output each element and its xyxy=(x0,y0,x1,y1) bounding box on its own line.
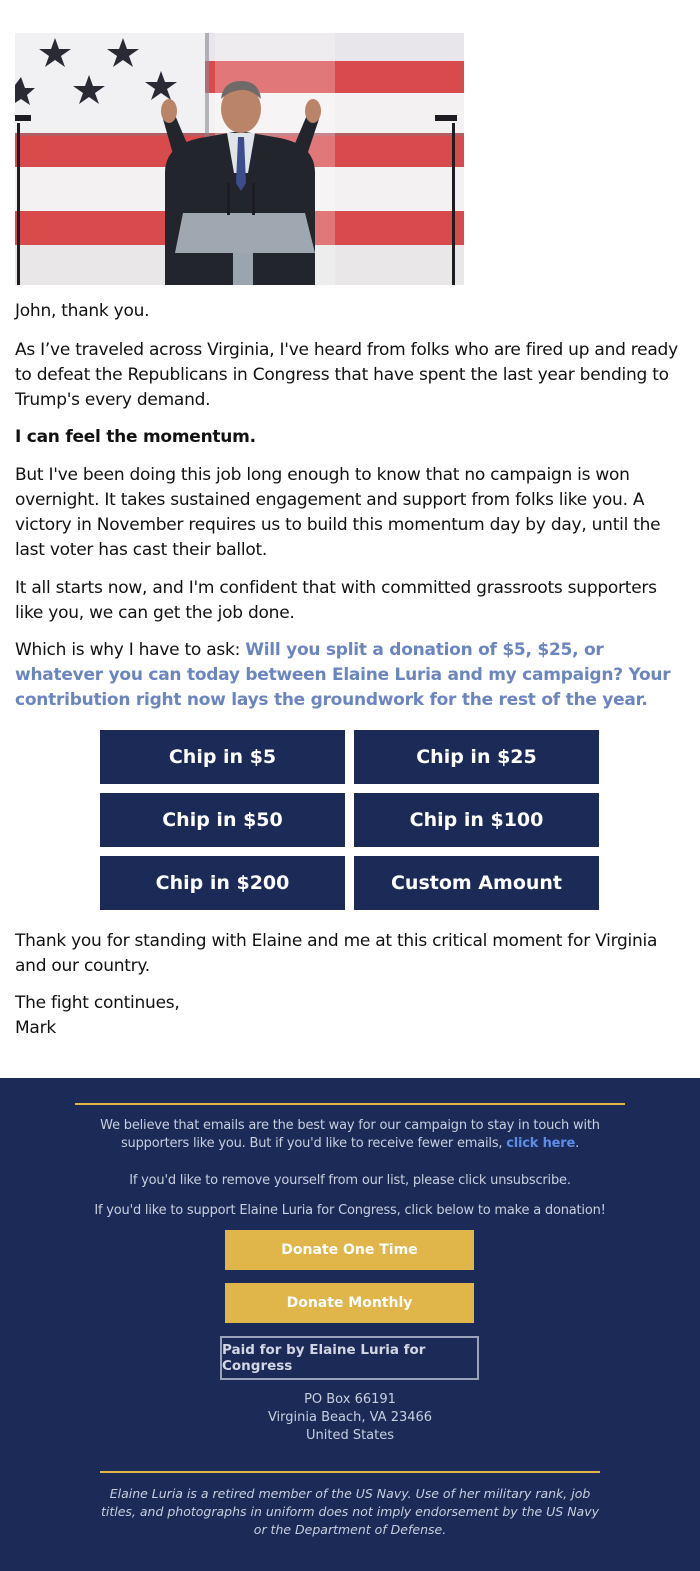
hero-photo xyxy=(15,33,464,285)
ask-highlight: Will you split a donation of $5, $25, or whatever you can today between Elaine Luria and my campaign? Your contribution right now lays the groundwork for the rest of the year. xyxy=(15,640,671,710)
chip-50-button[interactable]: Chip in $50 xyxy=(100,793,345,847)
mailing-address xyxy=(0,1391,700,1445)
unsubscribe-text: If you'd like to remove yourself from our list, please click unsubscribe. xyxy=(129,1173,571,1188)
footer-top-divider xyxy=(75,1103,625,1105)
footer-bottom-divider xyxy=(100,1471,600,1473)
paid-for-box xyxy=(220,1336,479,1380)
donate-one-time-button[interactable]: Donate One Time xyxy=(225,1230,474,1270)
address-line-2: Virginia Beach, VA 23466 xyxy=(267,1410,433,1425)
chip-25-button[interactable]: Chip in $25 xyxy=(354,730,599,784)
chip-200-button[interactable]: Chip in $200 xyxy=(100,856,345,910)
donation-chip-grid xyxy=(100,730,599,910)
fewer-emails-link[interactable]: click here xyxy=(506,1136,576,1151)
custom-amount-button[interactable]: Custom Amount xyxy=(354,856,599,910)
email-footer xyxy=(0,1078,700,1571)
chip-5-button[interactable]: Chip in $5 xyxy=(100,730,345,784)
signoff-line: The fight continues, xyxy=(15,993,180,1013)
greeting: John, thank you. xyxy=(15,301,150,321)
address-line-1: PO Box 66191 xyxy=(304,1392,396,1407)
paragraph-ask xyxy=(15,638,685,713)
paragraph-starts-now: It all starts now, and I'm confident that with committed grassroots supporters like you, we can get the job done. xyxy=(15,578,657,623)
paragraph-thanks: Thank you for standing with Elaine and me at this critical moment for Virginia and our country. xyxy=(15,931,658,976)
paid-for-text: Paid for by Elaine Luria for Congress xyxy=(222,1342,426,1374)
fewer-emails-period: . xyxy=(575,1136,580,1151)
signoff-name: Mark xyxy=(15,1018,56,1038)
paragraph-travel: As I’ve traveled across Virginia, I've heard from folks who are fired up and ready to defeat the Republicans in Congress that have spent the last year bending to Trump's every demand. xyxy=(15,340,678,410)
flag-speaker-illustration xyxy=(15,33,464,285)
fewer-emails-text xyxy=(75,1117,625,1153)
donate-monthly-button[interactable]: Donate Monthly xyxy=(225,1283,474,1323)
navy-disclaimer: Elaine Luria is a retired member of the US Navy. Use of her military rank, job titles, and photographs in uniform does not imply endorsement by the US Navy or the Department of Defense. xyxy=(100,1486,600,1537)
support-text: If you'd like to support Elaine Luria for Congress, click below to make a donation! xyxy=(94,1203,606,1218)
paragraph-no-campaign: But I've been doing this job long enough to know that no campaign is won overnight. It takes sustained engagement and support from folks like you. A victory in November requires us to build this momentum day by day, until the last voter has cast their ballot. xyxy=(15,465,661,560)
ask-lead: Which is why I have to ask: xyxy=(15,640,246,660)
fewer-emails-copy: We believe that emails are the best way for our campaign to stay in touch with supporters like you. But if you'd like to receive fewer emails, xyxy=(100,1118,600,1151)
chip-100-button[interactable]: Chip in $100 xyxy=(354,793,599,847)
address-line-3: United States xyxy=(305,1428,395,1443)
paragraph-momentum: I can feel the momentum. xyxy=(15,427,256,447)
